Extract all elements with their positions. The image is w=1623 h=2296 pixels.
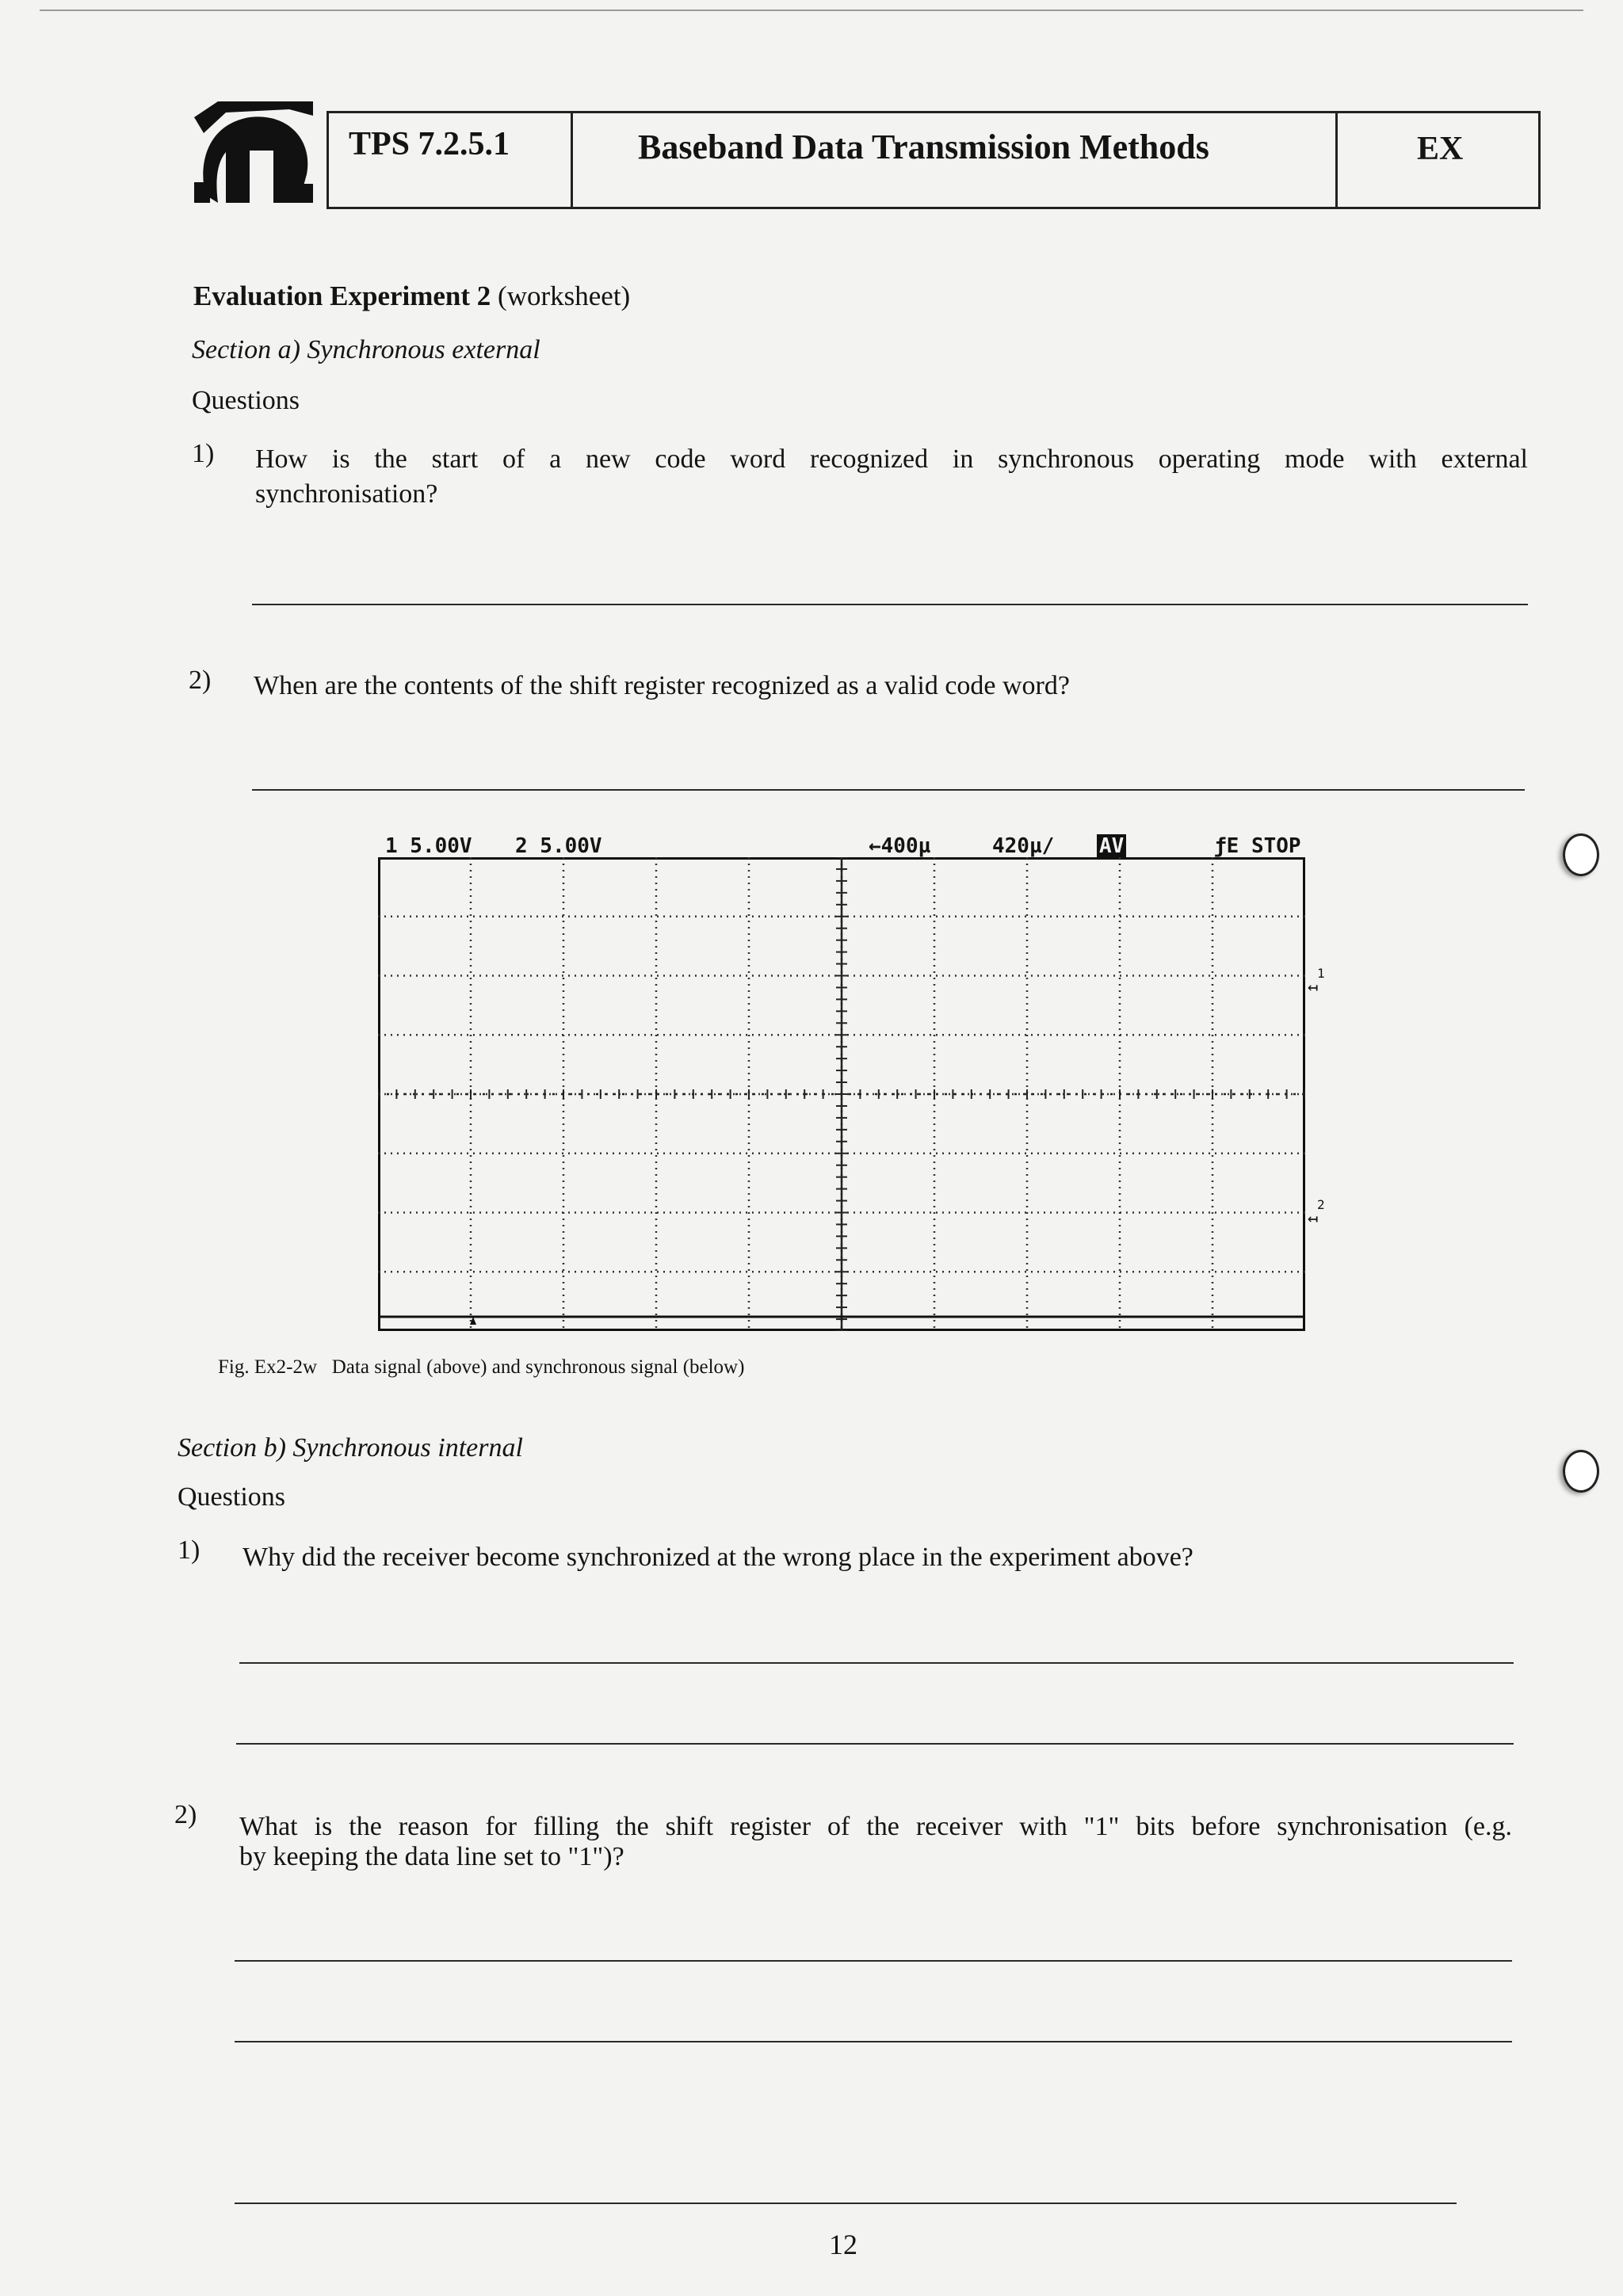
page-top-edge [40,10,1583,11]
page-number: 12 [829,2229,857,2260]
scope-ch2-scale: 2 5.00V [515,834,602,858]
section-b-q1-text: Why did the receiver become synchronized at the wrong place in the experiment above? [242,1543,1193,1572]
section-a-title: Section a) Synchronous external [192,335,540,364]
scope-ch1-marker-label: 1 [1317,966,1325,981]
oscilloscope-screen [378,857,1305,1331]
worksheet-heading-rest: (worksheet) [491,280,631,311]
section-a-q1-line1: How is the start of a new code word recognized in synchronous operating mode with external [255,444,1528,474]
worksheet-heading-bold: Evaluation Experiment 2 [193,280,491,311]
answer-line [235,1960,1512,1962]
document-type: EX [1417,131,1464,167]
section-a-q1-line2: synchronisation? [255,479,438,509]
section-b-questions-label: Questions [178,1482,285,1512]
header-divider [1335,111,1338,209]
scope-ch2-marker-arrow: ↤ [1308,1209,1319,1229]
section-a-q2-number: 2) [189,666,212,695]
figure-number: Fig. Ex2-2w [218,1356,317,1378]
answer-line [235,2041,1512,2042]
figure-caption-text: Data signal (above) and synchronous signal (below) [331,1356,745,1378]
answer-line [252,604,1528,605]
section-a-q2-text: When are the contents of the shift register recognized as a valid code word? [254,671,1070,700]
scope-ch1-marker-arrow: ↤ [1308,978,1319,997]
header-divider [571,111,573,209]
scope-grid [378,857,1305,1331]
section-b-q1-number: 1) [178,1535,200,1565]
scope-mode-badge: AV [1097,834,1126,858]
section-b-q2-number: 2) [174,1800,197,1829]
answer-line [239,1662,1514,1664]
section-b-q2-line2: by keeping the data line set to "1")? [239,1842,624,1871]
scope-sweep: 420µ/ [992,834,1055,858]
scope-ch2-marker [1308,1197,1325,1229]
binder-hole [1563,833,1599,876]
document-title: Baseband Data Transmission Methods [638,128,1209,166]
scope-timebase-offset: ←400µ [869,834,931,858]
scope-ch1-scale: 1 5.00V [385,834,472,858]
section-a-q1-number: 1) [192,439,215,468]
scope-ch2-marker-label: 2 [1317,1197,1325,1212]
answer-line [235,2203,1457,2204]
figure-caption [218,1356,744,1379]
worksheet-heading [193,279,630,314]
section-a-questions-label: Questions [192,386,300,415]
scope-trigger-status: ƒE STOP [1214,834,1301,858]
binder-hole [1563,1450,1599,1493]
section-b-title: Section b) Synchronous internal [178,1433,523,1463]
answer-line [252,789,1525,791]
section-b-q2-line1: What is the reason for filling the shift register of the receiver with "1" bits before synchronisation (e.g. [239,1812,1512,1841]
scope-ch1-marker [1308,967,1325,995]
document-code: TPS 7.2.5.1 [349,126,510,162]
answer-line [236,1743,1514,1745]
company-logo [194,101,313,203]
